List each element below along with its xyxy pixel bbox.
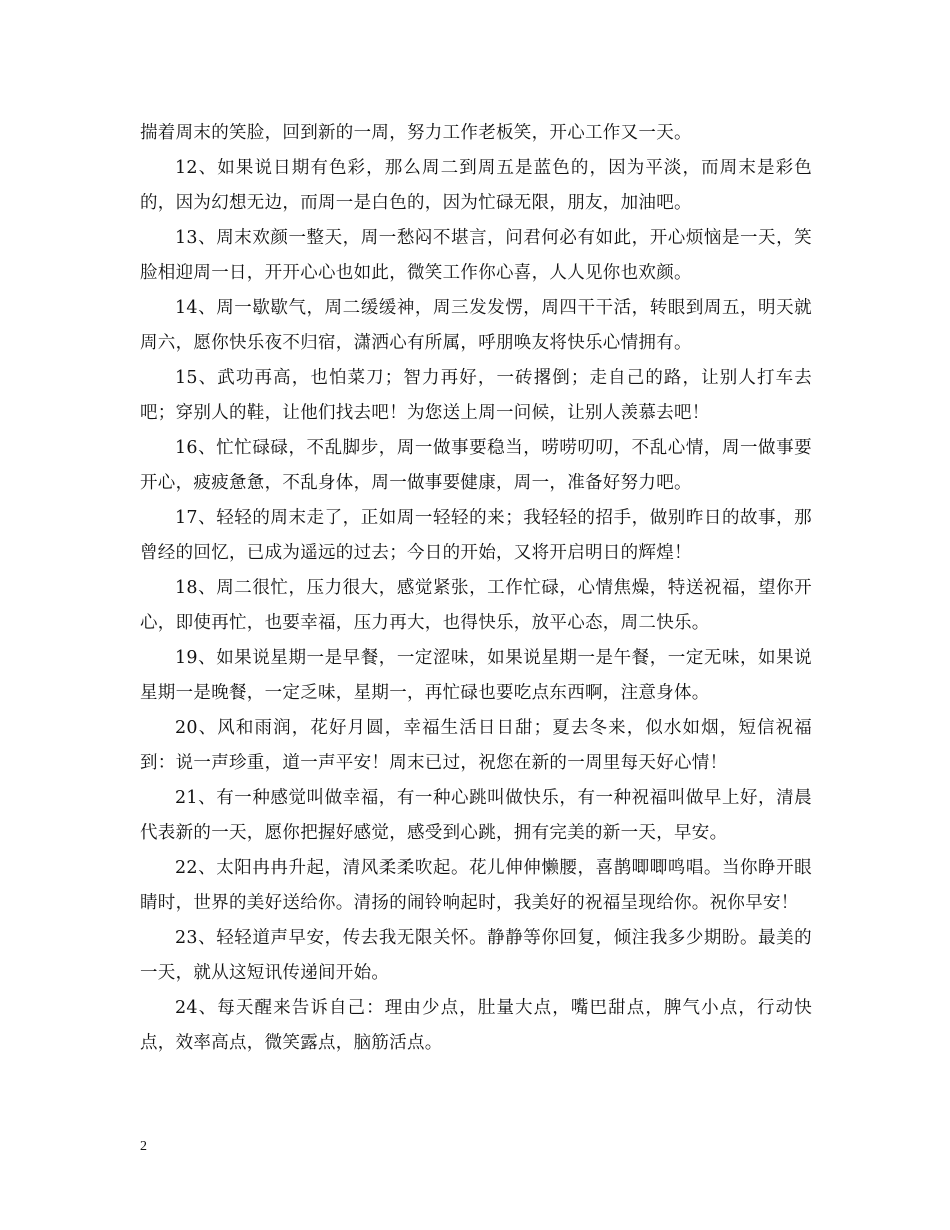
paragraph-20: 20、风和雨润，花好月圆，幸福生活日日甜；夏去冬来，似水如烟，短信祝福到：说一声珍重，道一声平安！周末已过，祝您在新的一周里每天好心情！ — [140, 718, 812, 773]
paragraph-16: 16、忙忙碌碌，不乱脚步，周一做事要稳当，唠唠叨叨，不乱心情，周一做事要开心，疲疲惫惫，不乱身体，周一做事要健康，周一，准备好努力吧。 — [140, 438, 812, 493]
paragraph-18: 18、周二很忙，压力很大，感觉紧张，工作忙碌，心情焦燥，特送祝福，望你开心，即使再忙，也要幸福，压力再大，也得快乐，放平心态，周二快乐。 — [140, 578, 812, 633]
document-body — [140, 116, 812, 1061]
paragraph-24: 24、每天醒来告诉自己：理由少点，肚量大点，嘴巴甜点，脾气小点，行动快点，效率高点，微笑露点，脑筋活点。 — [140, 998, 812, 1053]
paragraph-21: 21、有一种感觉叫做幸福，有一种心跳叫做快乐，有一种祝福叫做早上好，清晨代表新的一天，愿你把握好感觉，感受到心跳，拥有完美的新一天，早安。 — [140, 788, 812, 843]
paragraph-15: 15、武功再高，也怕菜刀；智力再好，一砖撂倒；走自己的路，让别人打车去吧；穿别人的鞋，让他们找去吧！为您送上周一问候，让别人羡慕去吧！ — [140, 368, 812, 423]
paragraph-22: 22、太阳冉冉升起，清风柔柔吹起。花儿伸伸懒腰，喜鹊唧唧鸣唱。当你睁开眼睛时，世界的美好送给你。清扬的闹铃响起时，我美好的祝福呈现给你。祝你早安！ — [140, 858, 812, 913]
paragraph-13: 13、周末欢颜一整天，周一愁闷不堪言，问君何必有如此，开心烦恼是一天，笑脸相迎周一日，开开心心也如此，微笑工作你心喜，人人见你也欢颜。 — [140, 228, 812, 283]
paragraph-continuation: 揣着周末的笑脸，回到新的一周，努力工作老板笑，开心工作又一天。 — [140, 123, 692, 143]
paragraph-23: 23、轻轻道声早安，传去我无限关怀。静静等你回复，倾注我多少期盼。最美的一天，就从这短讯传递间开始。 — [140, 928, 812, 983]
paragraph-17: 17、轻轻的周末走了，正如周一轻轻的来；我轻轻的招手，做别昨日的故事，那曾经的回忆，已成为遥远的过去；今日的开始，又将开启明日的辉煌！ — [140, 508, 812, 563]
paragraph-14: 14、周一歇歇气，周二缓缓神，周三发发愣，周四干干活，转眼到周五，明天就周六，愿你快乐夜不归宿，潇洒心有所属，呼朋唤友将快乐心情拥有。 — [140, 298, 812, 353]
paragraph-19: 19、如果说星期一是早餐，一定涩味，如果说星期一是午餐，一定无味，如果说星期一是晚餐，一定乏味，星期一，再忙碌也要吃点东西啊，注意身体。 — [140, 648, 812, 703]
paragraph-12: 12、如果说日期有色彩，那么周二到周五是蓝色的，因为平淡，而周末是彩色的，因为幻想无边，而周一是白色的，因为忙碌无限，朋友，加油吧。 — [140, 158, 812, 213]
page-number: 2 — [140, 1139, 147, 1154]
